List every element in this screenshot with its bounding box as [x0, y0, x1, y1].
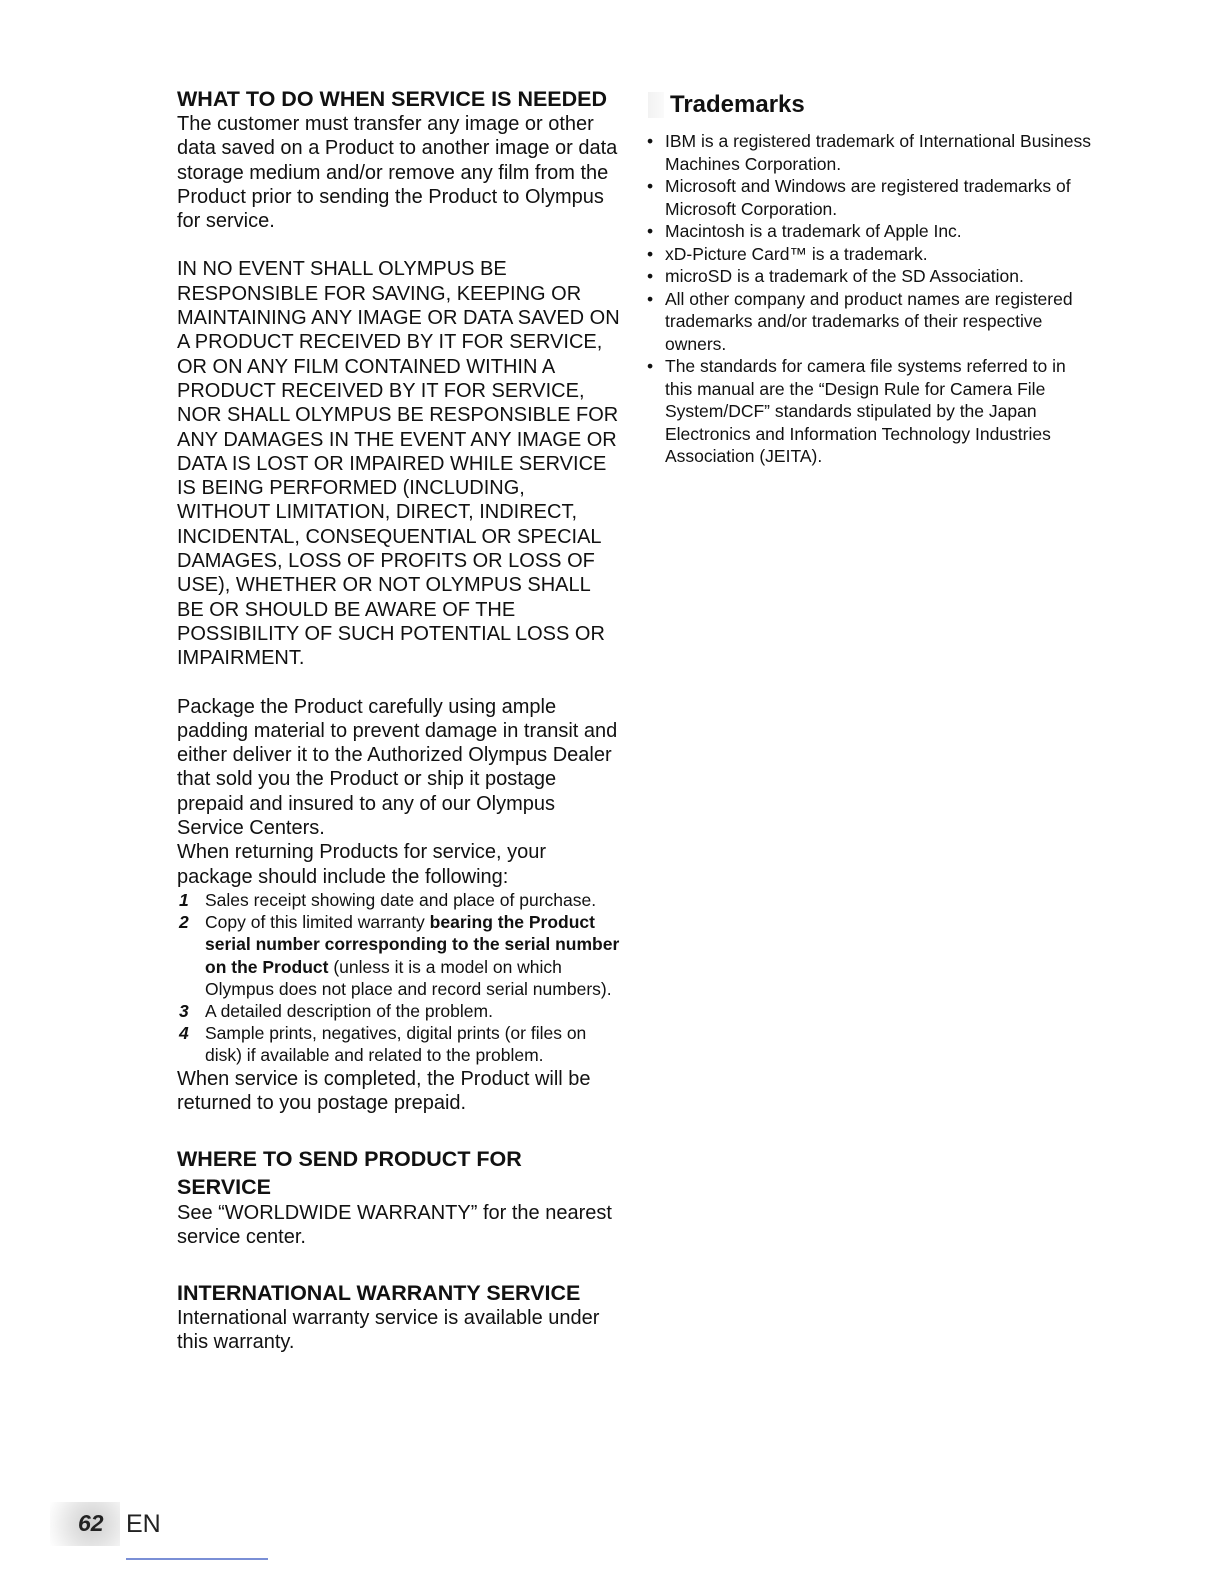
where-paragraph: See “WORLDWIDE WARRANTY” for the nearest service center. — [177, 1202, 612, 1249]
list-item — [646, 175, 1096, 220]
service-heading: WHAT TO DO WHEN SERVICE IS NEEDED — [177, 87, 608, 111]
bullet-icon: • — [647, 266, 654, 286]
bullet-text: microSD is a trademark of the SD Association. — [665, 266, 1024, 286]
list-item — [177, 1000, 622, 1022]
item-number: 1 — [179, 889, 189, 910]
list-item — [177, 889, 622, 911]
returning-paragraph: When returning Products for service, your package should include the following: — [177, 841, 547, 888]
bullet-text: The standards for camera file systems referred to in this manual are the “Design Rule for Camera File System/DCF” standards stipulated by the Japan Electronics and Information Technology Industries Association (JEITA). — [665, 356, 1066, 466]
list-item — [177, 1022, 622, 1066]
bullet-text: IBM is a registered trademark of International Business Machines Corporation. — [665, 131, 1092, 174]
bullet-text: Macintosh is a trademark of Apple Inc. — [665, 221, 962, 241]
international-paragraph: International warranty service is available under this warranty. — [177, 1306, 600, 1354]
international-heading: INTERNATIONAL WARRANTY SERVICE — [177, 1280, 581, 1305]
bullet-icon: • — [647, 356, 654, 376]
left-column — [177, 86, 622, 1354]
bullet-icon: • — [647, 288, 654, 309]
item-text: Copy of this limited warranty — [205, 912, 430, 933]
service-paragraph: The customer must transfer any image or other data saved on a Product to another image or data storage medium and/or remove any film from the Product prior to sending the Product to Olympus for service. — [177, 113, 618, 233]
list-item — [646, 243, 1096, 266]
page-number: 62 — [78, 1510, 104, 1536]
item-text: (unless it is a model on which Olympus does not place and record serial numbers). — [205, 956, 612, 999]
footer-divider — [126, 1558, 268, 1560]
bullet-icon: • — [647, 176, 654, 196]
bullet-text: All other company and product names are registered trademarks and/or trademarks of their respective owners. — [665, 288, 1073, 354]
list-item — [646, 130, 1096, 175]
list-item — [646, 355, 1096, 468]
trademarks-title: Trademarks — [670, 91, 805, 118]
item-number: 4 — [179, 1023, 189, 1044]
trademarks-heading — [646, 90, 1096, 120]
list-item — [646, 265, 1096, 288]
language-label: EN — [126, 1510, 161, 1538]
bullet-text: xD-Picture Card™ is a trademark. — [665, 243, 928, 264]
right-column — [646, 90, 1096, 468]
page-footer — [50, 1502, 161, 1546]
item-text: A detailed description of the problem. — [205, 1000, 493, 1021]
bullet-icon: • — [647, 131, 654, 151]
list-item — [646, 220, 1096, 243]
item-bold-text: bearing the Product serial number corresponding to the serial number on the Product — [205, 912, 620, 977]
where-heading: WHERE TO SEND PRODUCT FOR SERVICE — [177, 1147, 522, 1200]
completed-paragraph: When service is completed, the Product will be returned to you postage prepaid. — [177, 1067, 591, 1114]
heading-marker-icon — [648, 92, 664, 118]
bullet-icon: • — [647, 243, 654, 264]
bullet-text: Microsoft and Windows are registered trademarks of Microsoft Corporation. — [665, 176, 1071, 219]
list-item — [177, 911, 622, 1000]
list-item — [646, 288, 1096, 356]
item-text: Sample prints, negatives, digital prints (or files on disk) if available and related to the problem. — [205, 1023, 587, 1066]
include-list — [177, 889, 622, 1067]
item-number: 3 — [179, 1000, 189, 1021]
disclaimer-paragraph: IN NO EVENT SHALL OLYMPUS BE RESPONSIBLE FOR SAVING, KEEPING OR MAINTAINING ANY IMAGE OR DATA SAVED ON A PRODUCT RECEIVED BY IT FOR SERVICE, OR ON ANY FILM CONTAINED WITHIN A PRODUCT RECEIVED BY IT FOR SERVICE, NOR SHALL OLYMPUS BE RESPONSIBLE FOR ANY DAMAGES IN THE EVENT ANY IMAGE OR DATA IS LOST OR IMPAIRED WHILE SERVICE IS BEING PERFORMED (INCLUDING, WITHOUT LIMITATION, DIRECT, INDIRECT, INCIDENTAL, CONSEQUENTIAL OR SPECIAL DAMAGES, LOSS OF PROFITS OR LOSS OF USE), WHETHER OR NOT OLYMPUS SHALL BE OR SHOULD BE AWARE OF THE POSSIBILITY OF SUCH POTENTIAL LOSS OR IMPAIRMENT. — [177, 258, 620, 670]
item-number: 2 — [179, 912, 189, 933]
package-paragraph: Package the Product carefully using ample padding material to prevent damage in transit and either deliver it to the Authorized Olympus Dealer that sold you the Product or ship it postage prepaid and insured to any of our Olympus Service Centers. — [177, 695, 618, 840]
item-text: Sales receipt showing date and place of purchase. — [205, 889, 597, 910]
bullet-icon: • — [647, 221, 654, 241]
trademark-list — [646, 130, 1096, 468]
